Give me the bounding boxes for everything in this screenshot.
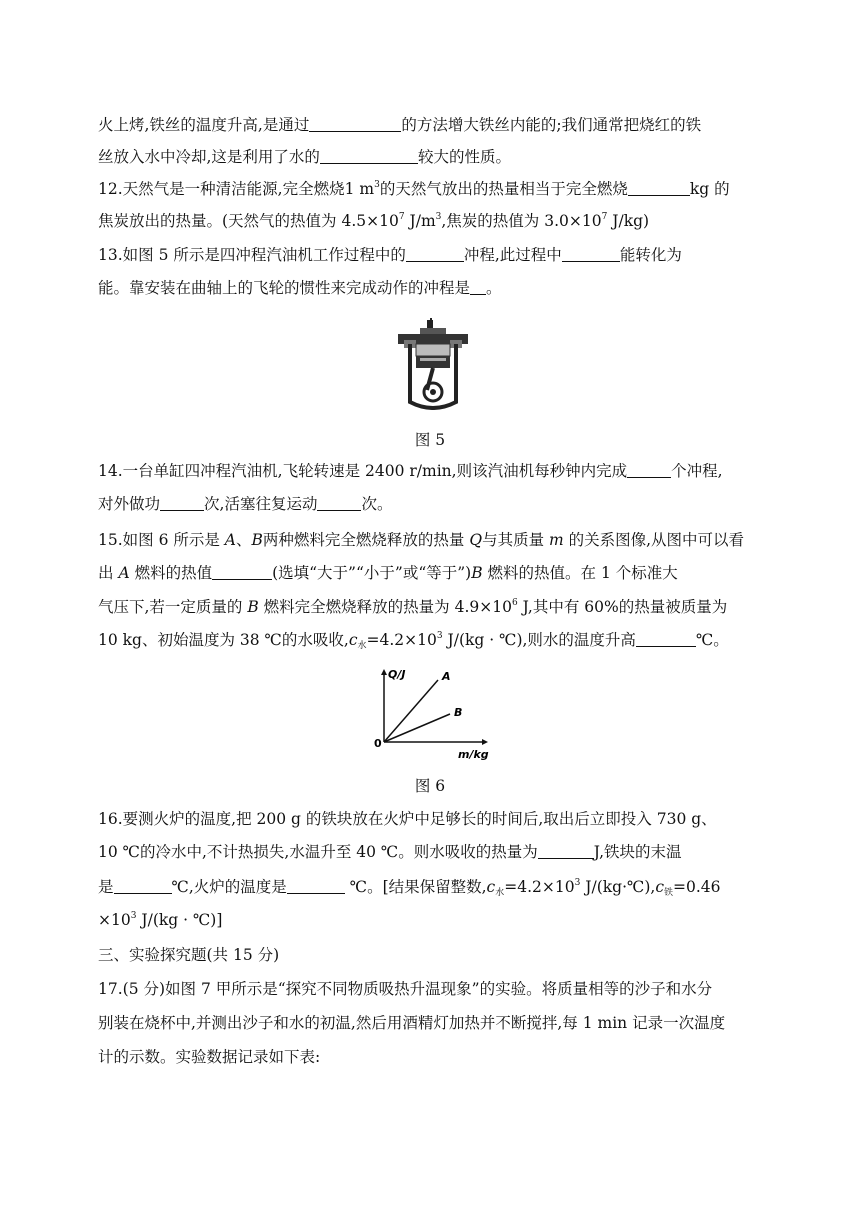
section-3-title: 三、实验探究题(共 15 分) — [98, 946, 280, 964]
figure-6-caption: 图 6 — [414, 777, 446, 795]
q16-line-2: 10 ℃的冷水中,不计热损失,水温升至 40 ℃。则水吸收的热量为 J,铁块的末温 — [98, 843, 682, 861]
q13-line-2: 能。靠安装在曲轴上的飞轮的惯性来完成动作的冲程是 。 — [98, 279, 502, 297]
answer-blank[interactable] — [160, 494, 204, 511]
line-a-label: A — [442, 670, 451, 683]
q15-line-2: 出 A 燃料的热值 (选填“大于”“小于”或“等于”)B 燃料的热值。在 1 个标准大 — [98, 564, 678, 582]
y-axis-arrow — [381, 669, 387, 675]
q12-line-1: 12.天然气是一种清洁能源,完全燃烧1 $m^3$的天然气放出的热量相当于完全燃烧 kg 的 — [98, 180, 730, 198]
answer-blank[interactable] — [320, 147, 418, 164]
q16-line-1: 16.要测火炉的温度,把 200 g 的铁块放在火炉中足够长的时间后,取出后立即投入 730 g、 — [98, 810, 717, 828]
answer-blank[interactable] — [627, 461, 671, 478]
engine-cylinder-figure — [394, 318, 472, 410]
answer-blank[interactable] — [562, 245, 620, 262]
q15-line-1: 15.如图 6 所示是 A、B两种燃料完全燃烧释放的热量 Q与其质量 m 的关系图像,从图中可以看 — [98, 531, 745, 549]
line-b — [384, 714, 450, 742]
answer-blank[interactable] — [628, 179, 690, 196]
q13-line-1: 13.如图 5 所示是四冲程汽油机工作过程中的 冲程,此过程中 能转化为 — [98, 246, 682, 264]
q14-line-2: 对外做功 次,活塞往复运动 次。 — [98, 495, 393, 513]
answer-blank[interactable] — [114, 877, 172, 894]
x-axis-arrow — [482, 739, 488, 745]
q17-line-1: 17.(5 分)如图 7 甲所示是“探究不同物质吸热升温现象”的实验。将质量相等的沙子和水分 — [98, 980, 713, 998]
origin-label: 0 — [374, 737, 382, 750]
y-axis-label: Q/J — [388, 668, 406, 681]
answer-blank[interactable] — [212, 563, 272, 580]
figure-5-caption: 图 5 — [414, 431, 446, 449]
q12-line-2: 焦炭放出的热量。(天然气的热值为 $4.5\times 10^7$ $J/m^3$,焦炭的热值为 $3.0\times 10^7$ J/kg) — [98, 212, 650, 230]
answer-blank[interactable] — [470, 278, 486, 295]
q11-line-2: 丝放入水中冷却,这是利用了水的 较大的性质。 — [98, 148, 511, 166]
answer-blank[interactable] — [636, 630, 696, 647]
line-b-label: B — [454, 706, 463, 719]
q16-line-4: $\times 10^3$ J/(kg · ℃)] — [98, 911, 223, 929]
q14-line-1: 14.一台单缸四冲程汽油机,飞轮转速是 2400 r/min,则该汽油机每秒钟内完成 个冲程, — [98, 462, 723, 480]
line-a — [384, 680, 438, 742]
q15-line-3: 气压下,若一定质量的 B 燃料完全燃烧释放的热量为 $4.9\times 10^6$ J,其中有 60%的热量被质量为 — [98, 598, 728, 616]
answer-blank[interactable] — [406, 245, 464, 262]
q17-line-2: 别装在烧杯中,并测出沙子和水的初温,然后用酒精灯加热并不断搅拌,每 1 min 记录一次温度 — [98, 1014, 726, 1032]
q17-line-3: 计的示数。实验数据记录如下表: — [98, 1048, 321, 1066]
answer-blank[interactable] — [538, 842, 594, 859]
answer-blank[interactable] — [309, 115, 401, 132]
q16-line-3: 是 ℃,火炉的温度是 ℃。[结果保留整数$,c_水=4.2\times 10^3$ $J/(kg\cdot℃),c_铁=0.46$ — [98, 878, 721, 898]
q11-line-1: 火上烤,铁丝的温度升高,是通过 的方法增大铁丝内能的;我们通常把烧红的铁 — [98, 116, 702, 134]
q-m-graph — [366, 662, 496, 762]
q15-line-4: 10 kg、初始温度为 38 ℃的水吸收$,c_水=4.2\times 10^3$ J/(kg · ℃),则水的温度升高 ℃。 — [98, 631, 729, 651]
answer-blank[interactable] — [287, 877, 345, 894]
x-axis-label: m/kg — [458, 748, 489, 761]
answer-blank[interactable] — [317, 494, 361, 511]
